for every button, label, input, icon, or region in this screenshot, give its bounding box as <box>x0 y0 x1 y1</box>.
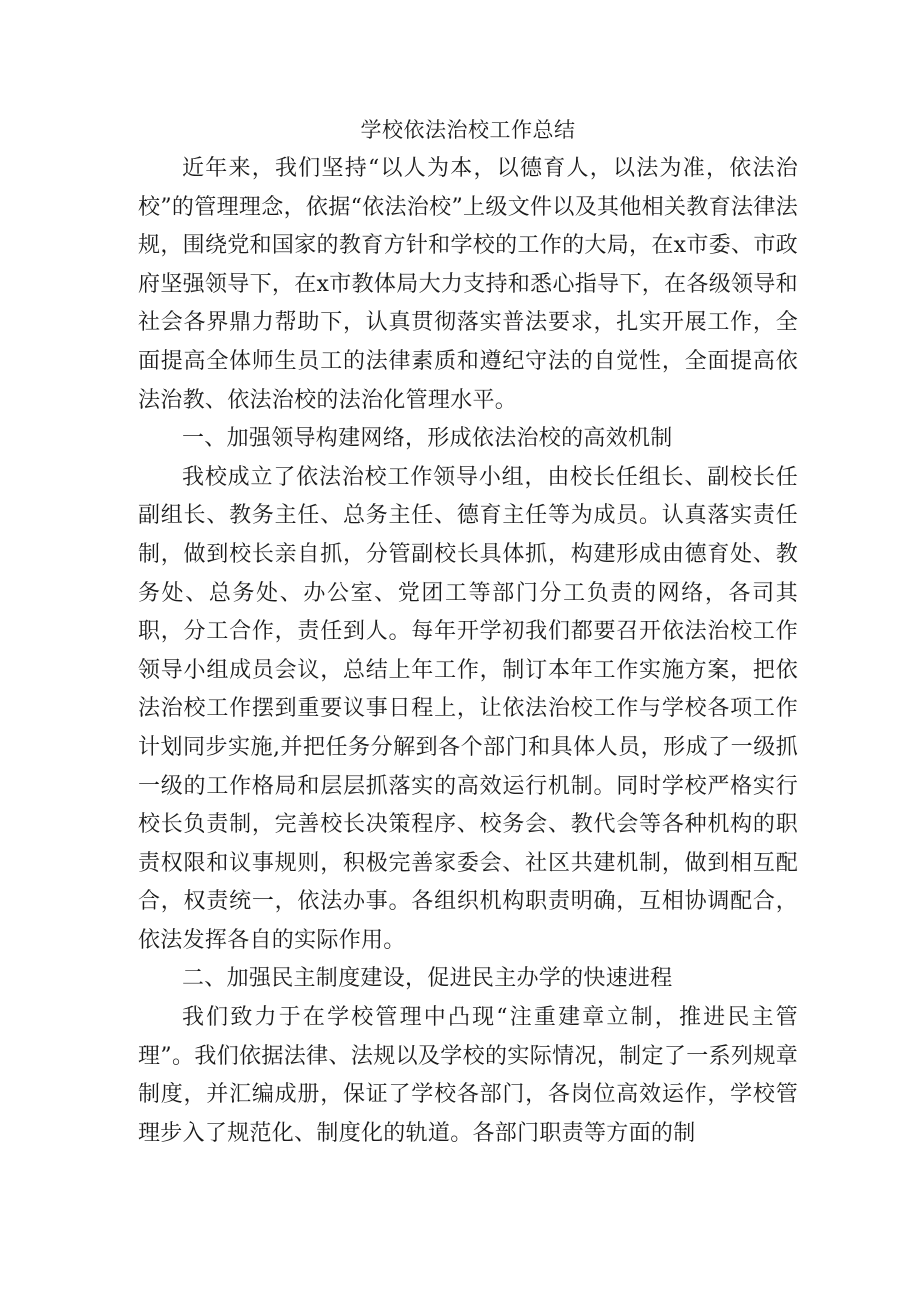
section-heading-2: 二、加强民主制度建设，促进民主办学的快速进程 <box>182 966 673 992</box>
paragraph-section-2: 我们致力于在学校管理中凸现“注重建章立制，推进民主管理”。我们依据法律、法规以及学校的实际情况，制定了一系列规章制度，并汇编成册，保证了学校各部门，各岗位高效运作，学校管理步入了规范化、制度化的轨道。各部门职责等方面的制 <box>138 1005 798 1146</box>
paragraph-section-1: 我校成立了依法治校工作领导小组，由校长任组长、副校长任副组长、教务主任、总务主任、德育主任等为成员。认真落实责任制，做到校长亲自抓，分管副校长具体抓，构建形成由德育处、教务处、总务处、办公室、党团工等部门分工负责的网络，各司其职，分工合作，责任到人。每年开学初我们都要召开依法治校工作领导小组成员会议，总结上年工作，制订本年工作实施方案，把依法治校工作摆到重要议事日程上，让依法治校工作与学校各项工作计划同步实施,并把任务分解到各个部门和具体人员，形成了一级抓一级的工作格局和层层抓落实的高效运行机制。同时学校严格实行校长负责制，完善校长决策程序、校务会、教代会等各种机构的职责权限和议事规则，积极完善家委会、社区共建机制，做到相互配合，权责统一，依法办事。各组织机构职责明确，互相协调配合，依法发挥各自的实际作用。 <box>138 464 798 953</box>
document-title: 学校依法治校工作总结 <box>360 118 576 142</box>
section-heading-1: 一、加强领导构建网络，形成依法治校的高效机制 <box>182 426 673 452</box>
paragraph-intro: 近年来，我们坚持“以人为本，以德育人，以法为准，依法治校”的管理理念，依据“依法治校”上级文件以及其他相关教育法律法规，围绕党和国家的教育方针和学校的工作的大局，在x市委、市政府坚强领导下，在x市教体局大力支持和悉心指导下，在各级领导和社会各界鼎力帮助下，认真贯彻落实普法要求，扎实开展工作，全面提高全体师生员工的法律素质和遵纪守法的自觉性，全面提高依法治教、依法治校的法治化管理水平。 <box>138 156 798 413</box>
document-body <box>138 112 798 1153</box>
